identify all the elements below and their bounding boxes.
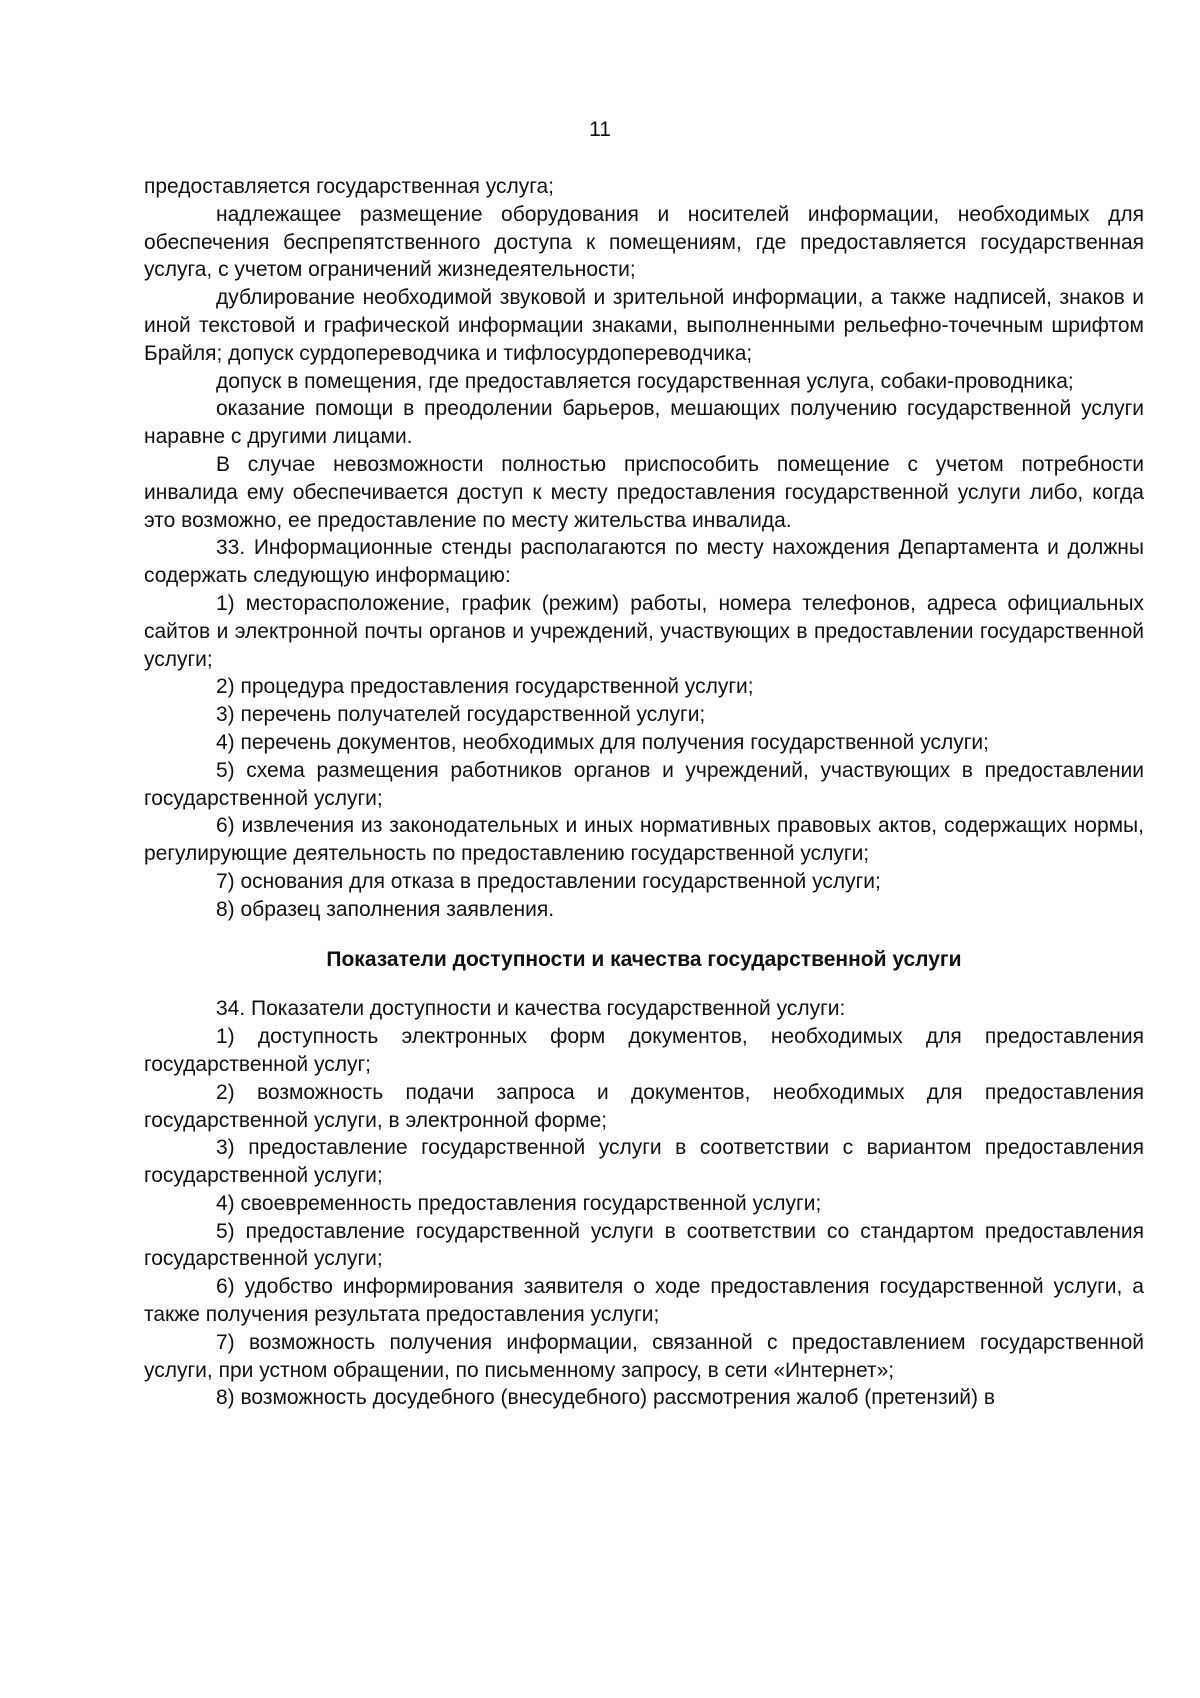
paragraph-clause-34: 34. Показатели доступности и качества государственной услуги: (216, 997, 846, 1021)
list-item: 7) основания для отказа в предоставлении государственной услуги; (216, 869, 881, 893)
list-item: 5) предоставление государственной услуги в соответствии со стандартом предоставления государственной услуги; (144, 1219, 1144, 1271)
list-item: 5) схема размещения работников органов и учреждений, участвующих в предоставлении государственной услуги; (144, 758, 1144, 810)
list-item: 6) удобство информирования заявителя о ходе предоставления государственной услуги, а также получения результата предоставления услуги; (144, 1275, 1144, 1327)
paragraph-clause-33: 33. Информационные стенды располагаются по месту нахождения Департамента и должны содержать следующую информацию: (144, 536, 1144, 588)
list-item: 8) возможность досудебного (внесудебного) рассмотрения жалоб (претензий) в (216, 1386, 996, 1410)
document-body (144, 173, 1144, 1412)
page-number: 11 (589, 118, 611, 141)
list-item: 6) извлечения из законодательных и иных нормативных правовых актов, содержащих нормы, регулирующие деятельность по предоставлению государственной услуги; (144, 814, 1144, 866)
list-item: 2) процедура предоставления государственной услуги; (216, 675, 754, 699)
list-item: 3) перечень получателей государственной услуги; (216, 703, 706, 727)
list-item: 3) предоставление государственной услуги в соответствии с вариантом предоставления государственной услуги; (144, 1136, 1144, 1188)
list-item: 1) месторасположение, график (режим) работы, номера телефонов, адреса официальных сайтов и электронной почты органов и учреждений, участвующих в предоставлении государственной услуги; (144, 591, 1144, 671)
paragraph: допуск в помещения, где предоставляется государственная услуга, собаки-проводника; (216, 369, 1074, 393)
paragraph: оказание помощи в преодолении барьеров, мешающих получению государственной услуги наравне с другими лицами. (144, 397, 1144, 449)
list-item: 1) доступность электронных форм документов, необходимых для предоставления государственной услуг; (144, 1025, 1144, 1076)
list-item: 2) возможность подачи запроса и документов, необходимых для предоставления государственной услуги, в электронной форме; (144, 1080, 1144, 1132)
list-item: 4) своевременность предоставления государственной услуги; (216, 1191, 822, 1215)
paragraph: надлежащее размещение оборудования и носителей информации, необходимых для обеспечения беспрепятственного доступа к помещениям, где предоставляется государственная услуга, с учетом ограничений жизнедеятельности; (144, 202, 1144, 282)
list-item: 4) перечень документов, необходимых для получения государственной услуги; (216, 730, 989, 754)
paragraph: дублирование необходимой звуковой и зрительной информации, а также надписей, знаков и иной текстовой и графической информации знаками, выполненными рельефно-точечным шрифтом Брайля; допуск сурдопереводчика и тифлосурдопереводчика; (144, 286, 1144, 365)
paragraph-continuation: предоставляется государственная услуга; (144, 175, 554, 198)
section-heading: Показатели доступности и качества государственной услуги (326, 947, 962, 971)
paragraph: В случае невозможности полностью приспособить помещение с учетом потребности инвалида ему обеспечивается доступ к месту предоставления государственной услуги либо, когда это возможно, ее предоставление по месту жительства инвалида. (144, 452, 1144, 532)
list-item: 7) возможность получения информации, связанной с предоставлением государственной услуги, при устном обращении, по письменному запросу, в сети «Интернет»; (144, 1330, 1144, 1382)
list-item: 8) образец заполнения заявления. (216, 897, 555, 921)
